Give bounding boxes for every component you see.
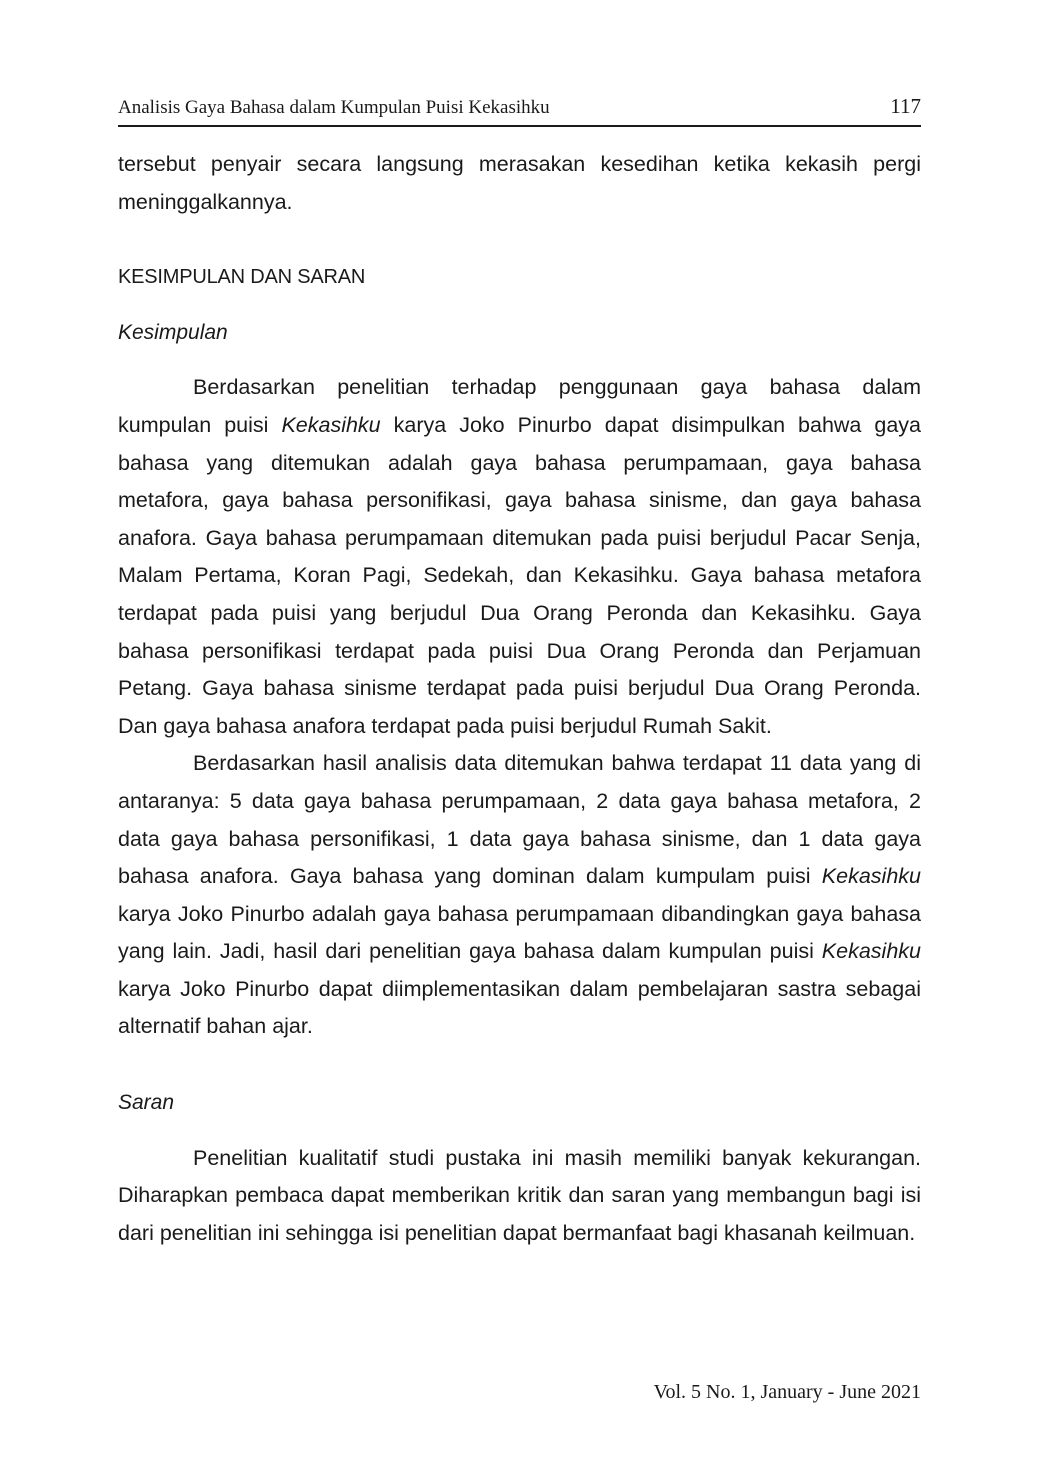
- italic-title: Kekasihku: [821, 939, 921, 964]
- running-header: [118, 93, 921, 127]
- continued-paragraph: tersebut penyair secara langsung merasakan kesedihan ketika kekasih pergi meninggalkannya.: [118, 152, 921, 214]
- spacer: [118, 1122, 921, 1140]
- kesimpulan-paragraph-2: [118, 745, 921, 1046]
- spacer: [118, 297, 921, 314]
- text-run: Berdasarkan hasil analisis data ditemukan bahwa terdapat 11 data yang di antaranya: 5 data gaya bahasa perumpamaan, 2 data gaya bahasa metafora, 2 data gaya bahasa personifikasi, 1 data gaya bahasa sinisme, dan 1 data gaya bahasa anafora. Gaya bahasa yang dominan dalam kumpulam puisi: [118, 751, 921, 889]
- spacer: [118, 351, 921, 369]
- text-run: karya Joko Pinurbo dapat disimpulkan bahwa gaya bahasa yang ditemukan adalah gaya bahasa perumpamaan, gaya bahasa metafora, gaya bahasa personifikasi, gaya bahasa sinisme, dan gaya bahasa anafora. Gaya bahasa perumpamaan ditemukan pada puisi berjudul Pacar Senja, Malam Pertama, Koran Pagi, Sedekah, dan Kekasihku. Gaya bahasa metafora terdapat pada puisi yang berjudul Dua Orang Peronda dan Kekasihku. Gaya bahasa personifikasi terdapat pada puisi Dua Orang Peronda dan Perjamuan Petang. Gaya bahasa sinisme terdapat pada puisi berjudul Dua Orang Peronda. Dan gaya bahasa anafora terdapat pada puisi berjudul Rumah Sakit.: [118, 412, 922, 738]
- subsection-heading-saran: Saran: [118, 1091, 175, 1115]
- text-run: karya Joko Pinurbo adalah gaya bahasa perumpamaan dibandingkan gaya bahasa yang lain. Jadi, hasil dari penelitian gaya bahasa dalam kumpulan puisi: [118, 901, 921, 964]
- subsection-heading-kesimpulan: Kesimpulan: [118, 320, 228, 344]
- section-heading: KESIMPULAN DAN SARAN: [118, 266, 366, 289]
- running-title: Analisis Gaya Bahasa dalam Kumpulan Puisi Kekasihku: [118, 97, 550, 118]
- italic-title: Kekasihku: [821, 864, 921, 889]
- text-run: karya Joko Pinurbo dapat diimplementasikan dalam pembelajaran sastra sebagai alternatif bahan ajar.: [118, 976, 921, 1039]
- saran-paragraph: Penelitian kualitatif studi pustaka ini masih memiliki banyak kekurangan. Diharapkan pembaca dapat memberikan kritik dan saran yang membangun bagi isi dari penelitian ini sehingga isi penelitian dapat bermanfaat bagi khasanah keilmuan.: [118, 1145, 921, 1245]
- italic-title: Kekasihku: [281, 412, 381, 437]
- page-number: 117: [890, 94, 921, 118]
- spacer: [118, 221, 921, 259]
- footer-volume-info: Vol. 5 No. 1, January - June 2021: [653, 1381, 921, 1403]
- kesimpulan-paragraph-1: [118, 369, 921, 745]
- text-run: Berdasarkan penelitian terhadap penggunaan gaya bahasa dalam kumpulan puisi: [118, 375, 921, 437]
- spacer: [118, 1046, 921, 1084]
- page-content: [118, 146, 921, 1252]
